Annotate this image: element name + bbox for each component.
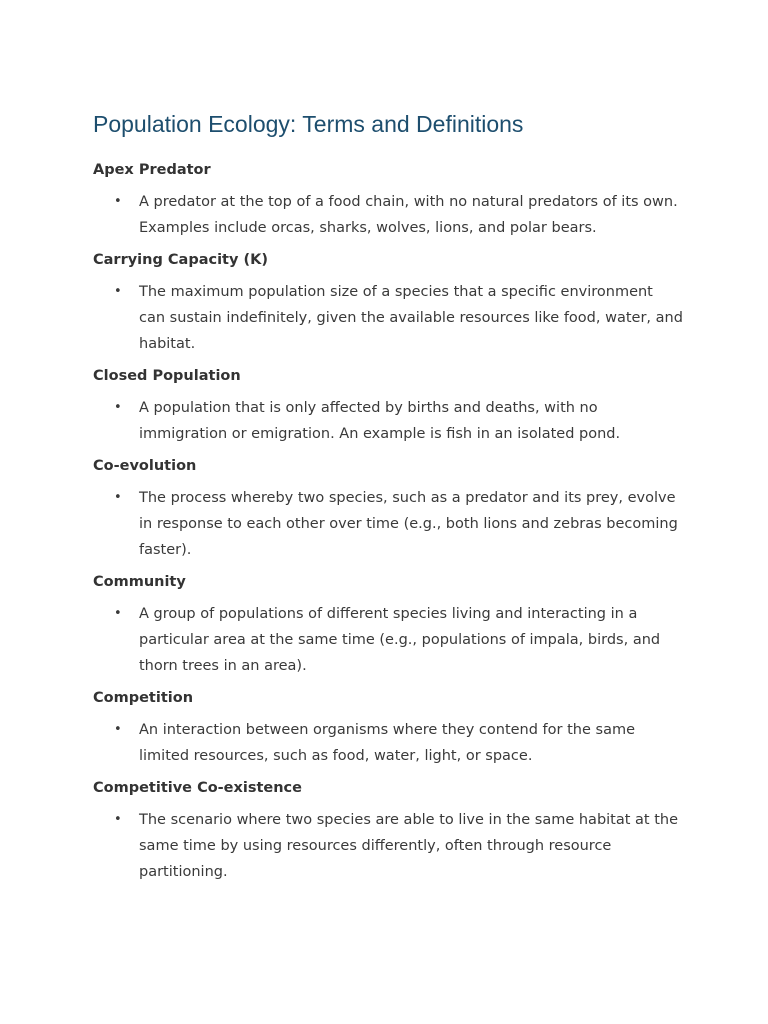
definition-item: [114, 189, 683, 241]
definition-item: [114, 395, 683, 447]
glossary-entry: [93, 249, 683, 357]
glossary-entry: [93, 455, 683, 563]
bullet-icon: •: [114, 812, 122, 827]
glossary-entry: [93, 365, 683, 447]
document-page: [93, 108, 683, 893]
definition-item: [114, 807, 683, 885]
term-heading: Competitive Co-existence: [93, 780, 302, 796]
definition-list: [93, 717, 683, 769]
glossary-entry: [93, 159, 683, 241]
definition-item: [114, 601, 683, 679]
definition-text: A predator at the top of a food chain, with no natural predators of its own. Examples include orcas, sharks, wolves, lions, and polar bears.: [139, 194, 678, 236]
definition-text: The scenario where two species are able to live in the same habitat at the same time by using resources differently, often through resource partitioning.: [139, 812, 679, 880]
term-heading: Co-evolution: [93, 458, 197, 474]
bullet-icon: •: [114, 722, 122, 737]
glossary-entry: [93, 777, 683, 885]
term-heading: Apex Predator: [93, 162, 211, 178]
term-heading: Carrying Capacity (K): [93, 252, 268, 268]
glossary-entry: [93, 687, 683, 769]
bullet-icon: •: [114, 490, 122, 505]
document-title: Population Ecology: Terms and Definitions: [93, 111, 524, 137]
definition-list: [93, 395, 683, 447]
definition-list: [93, 485, 683, 563]
definition-list: [93, 807, 683, 885]
definition-item: [114, 485, 683, 563]
definition-text: The process whereby two species, such as a predator and its prey, evolve in response to each other over time (e.g., both lions and zebras becoming faster).: [139, 490, 678, 558]
term-heading: Competition: [93, 690, 194, 706]
definition-text: An interaction between organisms where they contend for the same limited resources, such as food, water, light, or space.: [139, 722, 635, 764]
definition-text: A group of populations of different species living and interacting in a particular area at the same time (e.g., populations of impala, birds, and thorn trees in an area).: [139, 606, 661, 674]
glossary-entry: [93, 571, 683, 679]
definition-list: [93, 189, 683, 241]
definition-item: [114, 279, 683, 357]
definition-text: The maximum population size of a species that a specific environment can sustain indefinitely, given the available resources like food, water, and habitat.: [139, 284, 683, 352]
definition-text: A population that is only affected by births and deaths, with no immigration or emigration. An example is fish in an isolated pond.: [139, 400, 621, 442]
bullet-icon: •: [114, 284, 122, 299]
definition-list: [93, 601, 683, 679]
definition-list: [93, 279, 683, 357]
term-heading: Closed Population: [93, 368, 241, 384]
definition-item: [114, 717, 683, 769]
bullet-icon: •: [114, 194, 122, 209]
bullet-icon: •: [114, 400, 122, 415]
bullet-icon: •: [114, 606, 122, 621]
term-heading: Community: [93, 574, 186, 590]
